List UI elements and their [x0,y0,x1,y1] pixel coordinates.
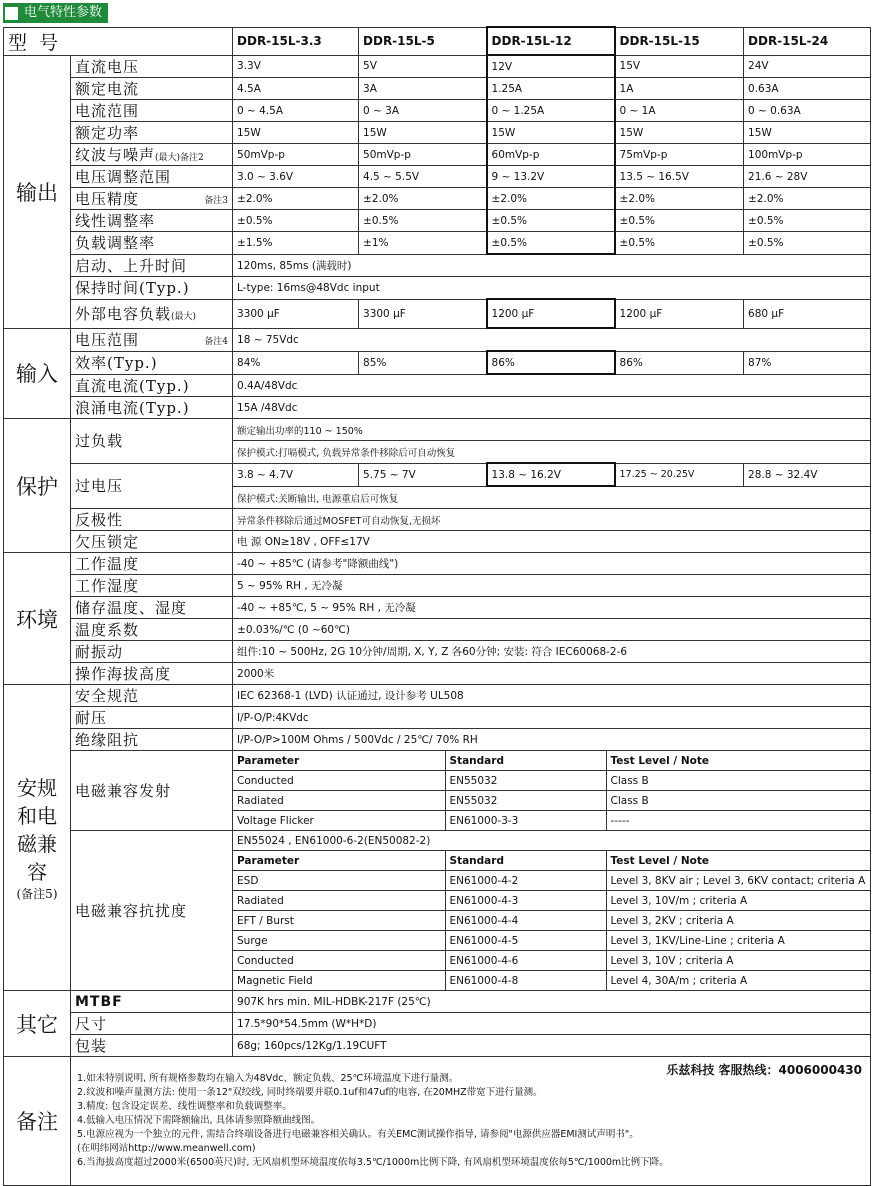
note-ref: 备注2 [180,153,204,163]
model-name: DDR-15L-5 [359,27,487,55]
hotline: 乐兹科技 客服热线：4006000430 [666,1063,863,1077]
emc-row [233,871,870,891]
note-line: 6.当海拔高度超过2000米(6500英尺)时, 无风扇机型环境温度依每3.5℃/1000m比例下降, 有风扇机型环境温度依每5℃/1000m比例下降。 [77,1157,669,1168]
emc-standards-row [233,831,870,851]
label: 浪涌电流(Typ.) [71,397,233,419]
value: 15W [359,122,487,144]
emc-row [233,891,870,911]
label: 启动、上升时间 [71,254,233,277]
spec-table-container [3,26,870,1186]
value: 3300 μF [233,299,359,328]
category-line: 和电 [17,803,57,828]
value: 0 ~ 1A [615,100,744,122]
row-rated-current [4,78,871,100]
row-dc-current [4,374,871,397]
note-line: 1.如未特别说明, 所有规格参数均在输入为48Vdc、额定负载、25℃环境温度下进行量测。 [77,1073,459,1084]
emc-row [233,951,870,971]
value: 保护模式:打嗝模式, 负载异常条件移除后可自动恢复 [233,441,871,464]
value: 15W [744,122,871,144]
value: 保护模式:关断输出, 电源重启后可恢复 [233,486,871,509]
emc-row [233,971,870,991]
cell: Conducted [233,771,445,791]
value: 1.25A [487,78,615,100]
value: ±2.0% [359,188,487,210]
cell: Radiated [233,891,445,911]
value: ±0.5% [744,232,871,255]
value: L-type: 16ms@48Vdc input [233,277,871,300]
cell: Magnetic Field [237,974,313,987]
cell: EN61000-4-5 [445,931,606,951]
row-work-temp [4,553,871,575]
row-voltage-tol [4,188,871,210]
cell: EN55032 [445,791,606,811]
cell: Radiated [233,791,445,811]
cell: Surge [233,931,445,951]
value: IEC 62368-1 (LVD) 认证通过, 设计参考 UL508 [233,685,871,707]
value: 1200 μF [615,299,744,328]
value: 组件:10 ~ 500Hz, 2G 10分钟/周期, X, Y, Z 各60分钟; 安装: 符合 IEC60068-2-6 [233,641,871,663]
value: 17.5*90*54.5mm (W*H*D) [233,1013,871,1035]
emc-row [233,811,870,831]
row-current-range [4,100,871,122]
label-max: (最大) [171,312,197,322]
checkbox-square-icon [5,7,18,20]
category-note: (备注5) [16,886,58,901]
cell: EN61000-3-3 [445,811,606,831]
value: 0 ~ 1.25A [487,100,615,122]
emc-header-row [233,851,870,871]
value: 3300 μF [359,299,487,328]
label: 额定电流 [71,78,233,100]
value: 86% [615,351,744,374]
label: 保持时间(Typ.) [71,277,233,300]
label: 电磁兼容发射 [71,751,233,831]
row-hold-time [4,277,871,300]
section-title: 电气特性参数 [24,5,103,20]
value: 24V [744,55,871,78]
category-notes: 备注 [4,1057,71,1186]
value: -40 ~ +85℃, 5 ~ 95% RH , 无冷凝 [233,597,871,619]
label: 电流范围 [71,100,233,122]
label: 安全规范 [71,685,233,707]
row-efficiency [4,351,871,374]
label: 储存温度、湿度 [71,597,233,619]
model-name: DDR-15L-24 [744,27,871,55]
emc-row [233,931,870,951]
row-input-voltage [4,328,871,351]
cell: Level 3, 10V/m ; criteria A [606,891,870,911]
label-text: 纹波与噪声 [75,146,156,164]
value: 1A [615,78,744,100]
value: 15V [615,55,744,78]
emc-immunity-subtable-cell [233,831,871,991]
value: ±0.03%/℃ (0 ~60℃) [233,619,871,641]
emc-immunity-table [233,831,870,990]
cell: Voltage Flicker [237,814,314,827]
col-header: Parameter [233,751,445,771]
note-ref: 备注4 [204,337,229,347]
label: 效率(Typ.) [71,351,233,374]
label: 直流电流(Typ.) [71,374,233,397]
emc-row [233,911,870,931]
value: 2000米 [233,663,871,685]
value: ±0.5% [615,232,744,255]
value: 电 源 ON≥18V , OFF≤17V [233,531,871,553]
value: 0 ~ 3A [359,100,487,122]
cell: Class B [606,791,870,811]
label: 温度系数 [71,619,233,641]
value: 68g; 160pcs/12Kg/1.19CUFT [233,1035,871,1057]
value: 15W [233,122,359,144]
value: 3A [359,78,487,100]
label: 电压调整范围 [71,166,233,188]
cell: EN61000-4-8 [445,971,606,991]
cell: Conducted [233,951,445,971]
label [71,144,233,166]
value: 21.6 ~ 28V [744,166,871,188]
value: ±2.0% [615,188,744,210]
label: 耐振动 [71,641,233,663]
value: 28.8 ~ 32.4V [744,463,871,486]
label [71,328,233,351]
notes-content [71,1057,871,1186]
value: 86% [487,351,615,374]
row-packing [4,1035,871,1057]
label: 工作温度 [71,553,233,575]
label-text: 电压精度 [75,190,140,208]
value: 3.0 ~ 3.6V [233,166,359,188]
value: ±0.5% [615,210,744,232]
category-line: 磁兼 [17,831,57,856]
category-output: 输出 [4,55,71,328]
row-storage [4,597,871,619]
label-max: (最大) [155,153,181,163]
row-reverse [4,509,871,531]
label [71,188,233,210]
cell: Level 4, 30A/m ; criteria A [606,971,870,991]
value: 5 ~ 95% RH , 无冷凝 [233,575,871,597]
cell: EN61000-4-3 [445,891,606,911]
label: 绝缘阻抗 [71,729,233,751]
value: 85% [359,351,487,374]
value: 4.5 ~ 5.5V [359,166,487,188]
value: 3.3V [233,55,359,78]
value: 15W [615,122,744,144]
category-line: 安规 [17,775,57,800]
value: 4.5A [233,78,359,100]
label [71,299,233,328]
value: ±0.5% [487,232,615,255]
value: 100mVp-p [744,144,871,166]
value: 13.5 ~ 16.5V [615,166,744,188]
note-line: 5.电源应视为一个独立的元件, 需结合终端设备进行电磁兼容相关确认。有关EMC测试操作指导, 请参阅"电源供应器EMI测试声明书"。 [77,1129,639,1140]
row-dimension [4,1013,871,1035]
value: 50mVp-p [233,144,359,166]
row-overvoltage-1 [4,463,871,486]
label: 电磁兼容抗扰度 [71,831,233,991]
row-isolation [4,729,871,751]
section-header [3,3,108,23]
value: 120ms, 85ms (满载时) [233,254,871,277]
value: 额定输出功率的110 ~ 150% [233,419,871,441]
cell: EN55032 [445,771,606,791]
cell: EN61000-4-4 [445,911,606,931]
row-vibration [4,641,871,663]
value: 3.8 ~ 4.7V [233,463,359,486]
row-line-reg [4,210,871,232]
row-notes [4,1057,871,1186]
emc-header-row [233,751,870,771]
label: MTBF [71,991,233,1013]
value: ±2.0% [233,188,359,210]
emc-row [233,791,870,811]
row-safety-standards [4,685,871,707]
value: ±0.5% [744,210,871,232]
row-temp-coeff [4,619,871,641]
label: 尺寸 [71,1013,233,1035]
label: 过负载 [71,419,233,464]
cell: Level 3, 8KV air ; Level 3, 6KV contact; criteria A [606,871,870,891]
label: 直流电压 [71,55,233,78]
value: ±2.0% [487,188,615,210]
value: ±0.5% [487,210,615,232]
row-uvlo [4,531,871,553]
cell: Class B [606,771,870,791]
value: 15A /48Vdc [233,397,871,419]
col-header: Test Level / Note [606,751,870,771]
note-line: 3.精度: 包含设定误差、线性调整率和负载调整率。 [77,1101,292,1112]
cell: Level 3, 1KV/Line-Line ; criteria A [606,931,870,951]
value: 13.8 ~ 16.2V [487,463,615,486]
value: 9 ~ 13.2V [487,166,615,188]
value: ±1% [359,232,487,255]
row-ripple [4,144,871,166]
value: 0.4A/48Vdc [233,374,871,397]
row-mtbf [4,991,871,1013]
value: ±0.5% [359,210,487,232]
cell: Level 3, 2KV ; criteria A [606,911,870,931]
cell: EN61000-4-6 [445,951,606,971]
model-header-row [4,27,871,55]
label: 操作海拔高度 [71,663,233,685]
value: ±1.5% [233,232,359,255]
label: 负载调整率 [71,232,233,255]
value: 60mVp-p [487,144,615,166]
cell: EFT / Burst [233,911,445,931]
label: 过电压 [71,463,233,509]
row-emc-emission [4,751,871,831]
cell: EN61000-4-2 [445,871,606,891]
label-text: 外部电容负载 [75,305,172,323]
value: I/P-O/P>100M Ohms / 500Vdc / 25℃/ 70% RH [233,729,871,751]
cell: ESD [233,871,445,891]
row-withstand [4,707,871,729]
value: ±2.0% [744,188,871,210]
col-header: Standard [445,851,606,871]
row-voltage-adj [4,166,871,188]
label: 工作湿度 [71,575,233,597]
model-name-highlighted: DDR-15L-12 [487,27,615,55]
category-line: 容 [27,859,47,884]
label: 欠压锁定 [71,531,233,553]
value: 17.25 ~ 20.25V [615,463,744,486]
model-name: DDR-15L-3.3 [233,27,359,55]
col-header: Test Level / Note [606,851,870,871]
emc-emission-table [233,751,870,830]
note-ref: 备注3 [204,196,229,206]
note-line: 2.纹波和噪声量测方法: 使用一条12"双绞线, 同时终端要并联0.1uf和47uf的电容, 在20MHZ带宽下进行量测。 [77,1087,543,1098]
note-line: (在明纬网站http://www.meanwell.com) [77,1143,256,1154]
value: 5.75 ~ 7V [359,463,487,486]
value: 15W [487,122,615,144]
label: 耐压 [71,707,233,729]
value: -40 ~ +85℃ (请参考"降额曲线") [233,553,871,575]
row-rated-power [4,122,871,144]
category-environment: 环境 [4,553,71,685]
value: 907K hrs min. MIL-HDBK-217F (25℃) [233,991,871,1013]
value: 0 ~ 0.63A [744,100,871,122]
row-dc-voltage [4,55,871,78]
emc-row [233,771,870,791]
standards-line: EN55024 , EN61000-6-2(EN50082-2) [233,831,870,851]
row-work-humidity [4,575,871,597]
value: 87% [744,351,871,374]
label: 包装 [71,1035,233,1057]
label: 线性调整率 [71,210,233,232]
col-header: Parameter [233,851,445,871]
value: 18 ~ 75Vdc [233,328,871,351]
value: 84% [233,351,359,374]
row-load-reg [4,232,871,255]
label: 额定功率 [71,122,233,144]
col-header: Standard [445,751,606,771]
label-text: 电压范围 [75,331,140,349]
category-protection: 保护 [4,419,71,553]
row-cap-load [4,299,871,328]
value: 0 ~ 4.5A [233,100,359,122]
model-name: DDR-15L-15 [615,27,744,55]
model-label: 型 号 [4,27,233,55]
value: 5V [359,55,487,78]
value: 12V [487,55,615,78]
note-line: 4.低输入电压情况下需降额输出, 具体请参照降额曲线图。 [77,1115,321,1126]
category-input: 输入 [4,328,71,419]
value: 75mVp-p [615,144,744,166]
value: 680 μF [744,299,871,328]
row-setup-time [4,254,871,277]
emc-emission-subtable-cell [233,751,871,831]
row-inrush [4,397,871,419]
category-safety-emc [4,685,71,991]
value: 50mVp-p [359,144,487,166]
row-altitude [4,663,871,685]
row-overload-1 [4,419,871,441]
category-others: 其它 [4,991,71,1057]
label: 反极性 [71,509,233,531]
value: 1200 μF [487,299,615,328]
cell: Level 3, 10V ; criteria A [606,951,870,971]
value: ±0.5% [233,210,359,232]
row-emc-immunity [4,831,871,991]
value: 0.63A [744,78,871,100]
value: 异常条件移除后通过MOSFET可自动恢复,无损坏 [233,509,871,531]
cell: ----- [606,811,870,831]
spec-table [3,26,871,1186]
value: I/P-O/P:4KVdc [233,707,871,729]
